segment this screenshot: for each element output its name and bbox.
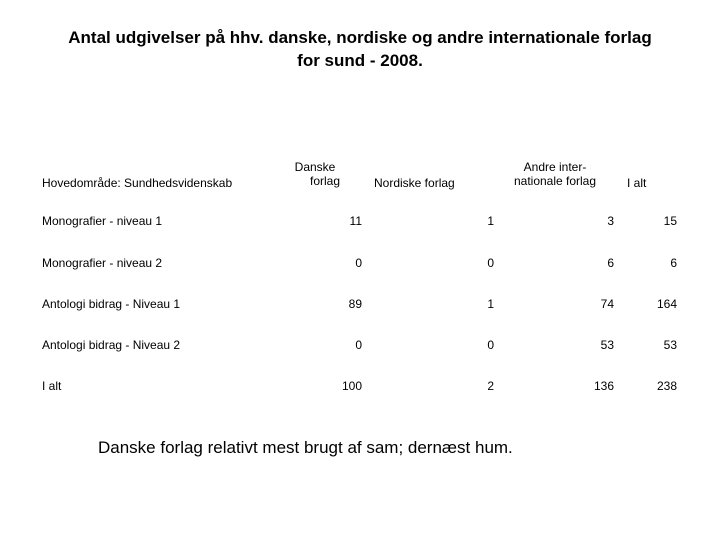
cell-danish: 100 — [341, 379, 362, 393]
header-danish-line-2: forlag — [309, 174, 341, 188]
cell-intl: 74 — [600, 297, 614, 311]
title-line-2: for sund - 2008. — [297, 51, 423, 70]
cell-total: 164 — [656, 297, 677, 311]
row-label: I alt — [42, 379, 62, 393]
header-total: I alt — [627, 176, 647, 190]
cell-nordic: 0 — [487, 256, 494, 270]
cell-intl: 6 — [607, 256, 614, 270]
title-line-1: Antal udgivelser på hhv. danske, nordiske og andre internationale forlag — [68, 28, 652, 47]
cell-danish: 0 — [355, 338, 362, 352]
cell-total: 53 — [663, 338, 677, 352]
cell-nordic: 0 — [487, 338, 494, 352]
footnote: Danske forlag relativt mest brugt af sam; dernæst hum. — [98, 438, 513, 457]
cell-nordic: 1 — [487, 297, 494, 311]
cell-total: 238 — [656, 379, 677, 393]
cell-nordic: 1 — [487, 214, 494, 228]
header-intl-line-1: Andre inter- — [523, 160, 587, 174]
row-label: Monografier - niveau 1 — [42, 214, 163, 228]
cell-intl: 136 — [593, 379, 614, 393]
header-intl — [500, 160, 610, 188]
cell-intl: 3 — [607, 214, 614, 228]
cell-nordic: 2 — [487, 379, 494, 393]
header-area: Hovedområde: Sundhedsvidenskab — [42, 176, 233, 190]
cell-total: 15 — [663, 214, 677, 228]
header-danish — [275, 160, 355, 188]
header-nordic: Nordiske forlag — [374, 176, 455, 190]
row-label: Monografier - niveau 2 — [42, 256, 163, 270]
cell-intl: 53 — [600, 338, 614, 352]
cell-total: 6 — [670, 256, 677, 270]
cell-danish: 11 — [349, 214, 362, 228]
cell-danish: 0 — [355, 256, 362, 270]
cell-danish: 89 — [348, 297, 362, 311]
slide-title — [40, 26, 680, 72]
header-intl-line-2: nationale forlag — [513, 174, 597, 188]
header-danish-line-1: Danske — [294, 160, 336, 174]
row-label: Antologi bidrag - Niveau 2 — [42, 338, 181, 352]
row-label: Antologi bidrag - Niveau 1 — [42, 297, 181, 311]
